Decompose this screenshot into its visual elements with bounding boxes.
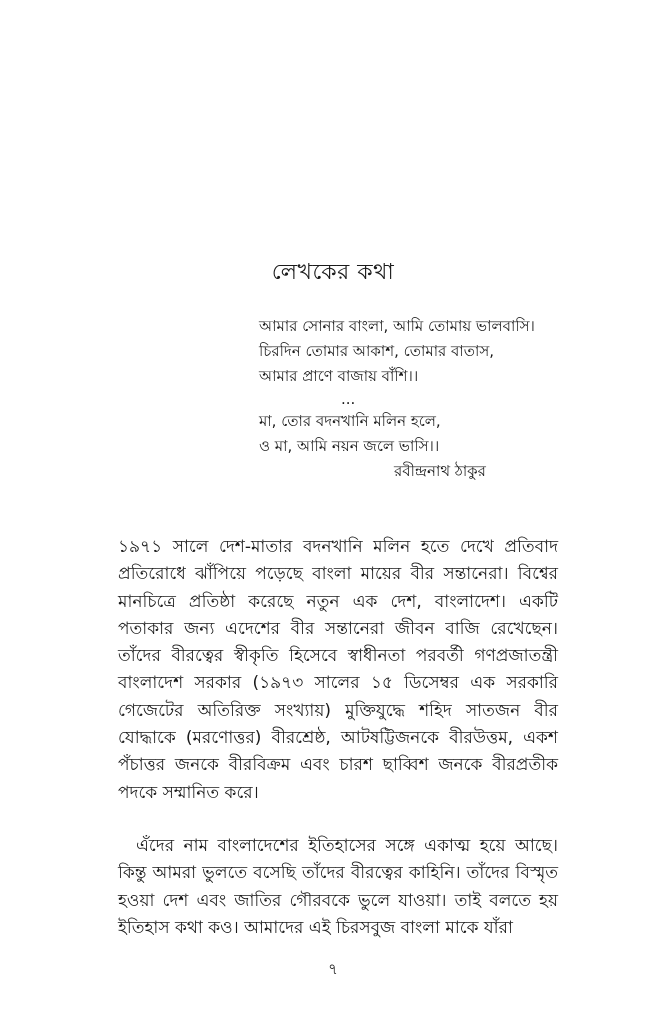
poem-ellipsis: ... [341, 390, 356, 408]
poem-line: ও মা, আমি নয়ন জলে ভাসি।। [259, 437, 440, 455]
page-number: ৭ [328, 960, 338, 978]
poem-line: মা, তোর বদনখানি মলিন হলে, [259, 412, 441, 430]
body-paragraph: ১৯৭১ সালে দেশ-মাতার বদনখানি মলিন হতে দেখে প্রতিবাদ প্রতিরোধে ঝাঁপিয়ে পড়েছে বাংলা মায়ের বীর সন্তানেরা। বিশ্বের মানচিত্রে প্রতিষ্ঠা করেছে নতুন এক দেশ, বাংলাদেশ। একটি পতাকার জন্য এদেশের বীর সন্তানেরা জীবন বাজি রেখেছেন। তাঁদের বীরত্বের স্বীকৃতি হিসেবে স্বাধীনতা পরবর্তী গণপ্রজাতন্ত্রী বাংলাদেশ সরকার (১৯৭৩ সালের ১৫ ডিসেম্বর এক সরকারি গেজেটের অতিরিক্ত সংখ্যায়) মুক্তিযুদ্ধে শহিদ সাতজন বীর যোদ্ধাকে (মরণোত্তর) বীরশ্রেষ্ঠ, আটষট্টিজনকে বীরউত্তম, একশ পঁচাত্তর জনকে বীরবিক্রম এবং চারশ ছাব্বিশ জনকে বীরপ্রতীক পদকে সম্মানিত করে। [118, 537, 558, 803]
epigraph-poem [259, 314, 535, 484]
poem-line: আমার প্রাণে বাজায় বাঁশি।। [259, 367, 419, 385]
poem-author: রবীন্দ্রনাথ ঠাকুর [394, 462, 486, 480]
page-title: লেখকের কথা [271, 260, 395, 285]
poem-line: চিরদিন তোমার আকাশ, তোমার বাতাস, [259, 342, 495, 360]
body-paragraph: এঁদের নাম বাংলাদেশের ইতিহাসের সঙ্গে একাত্ম হয়ে আছে। কিন্তু আমরা ভুলতে বসেছি তাঁদের বীরত্বের কাহিনি। তাঁদের বিস্মৃত হওয়া দেশ এবং জাতির গৌরবকে ভুলে যাওয়া। তাই বলতে হয় ইতিহাস কথা কও। আমাদের এই চিরসবুজ বাংলা মাকে যাঁরা [118, 836, 558, 938]
poem-line: আমার সোনার বাংলা, আমি তোমায় ভালবাসি। [259, 317, 535, 335]
